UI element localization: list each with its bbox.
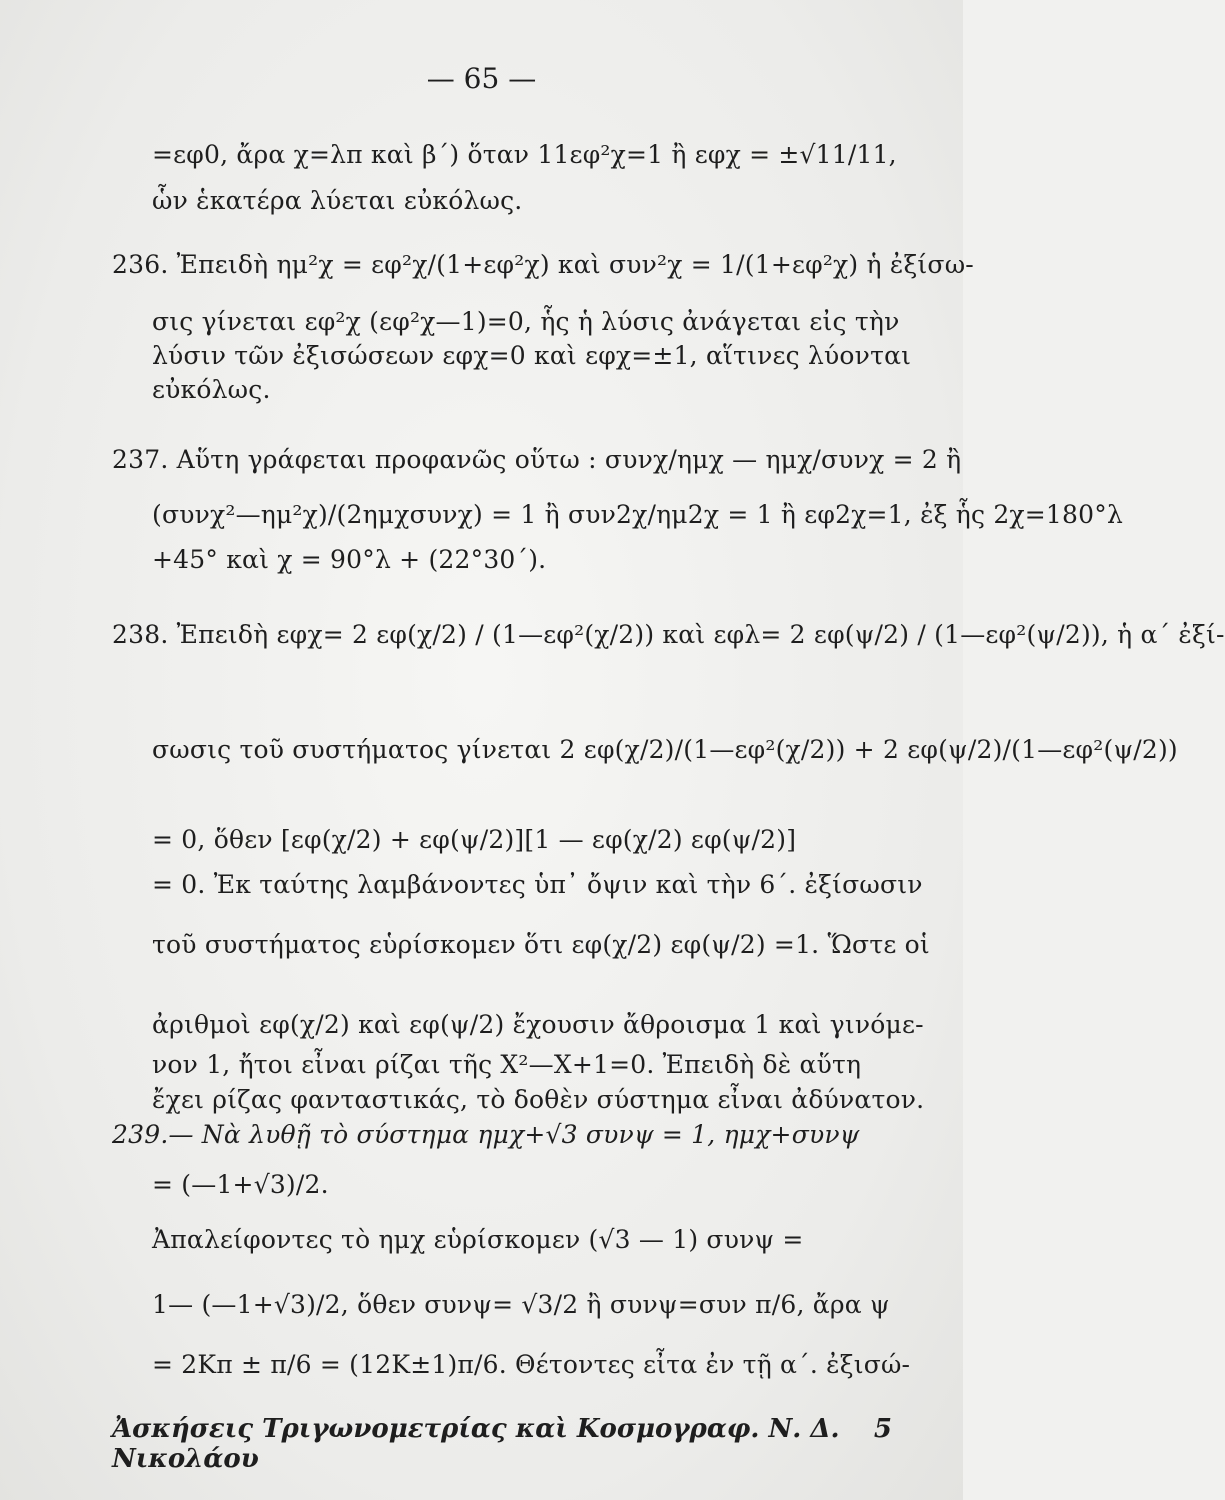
exercise-238: 238. Ἐπειδὴ εφχ= 2 εφ(χ/2) / (1—εφ²(χ/2)) καὶ εφλ= 2 εφ(ψ/2) / (1—εφ²(ψ/2)), ἡ α΄ ἐξί- — [112, 620, 1225, 649]
exercise-239: 239.— Νὰ λυθῇ τὸ σύστημα ημχ+√3 συνψ = 1, ημχ+συνψ — [112, 1120, 860, 1149]
text-line: λύσιν τῶν ἐξισώσεων εφχ=0 καὶ εφχ=±1, αἵτινες λύονται — [152, 341, 912, 370]
text-line: ἔχει ρίζας φανταστικάς, τὸ δοθὲν σύστημα εἶναι ἀδύνατον. — [152, 1085, 925, 1114]
footer-title: Ἀσκήσεις Τριγωνομετρίας καὶ Κοσμογραφ. Ν. Δ. Νικολάου — [112, 1414, 840, 1474]
text-line: (συνχ²—ημ²χ)/(2ημχσυνχ) = 1 ἢ συν2χ/ημ2χ = 1 ἢ εφ2χ=1, ἐξ ἧς 2χ=180°λ — [152, 500, 1123, 529]
text-line: Ἀπαλείφοντες τὸ ημχ εὑρίσκομεν (√3 — 1) συνψ = — [152, 1225, 804, 1254]
text-line: ἀριθμοὶ εφ(χ/2) καὶ εφ(ψ/2) ἔχουσιν ἄθροισμα 1 καὶ γινόμε- — [152, 1010, 924, 1039]
text-line: νον 1, ἤτοι εἶναι ρίζαι τῆς Χ²—Χ+1=0. Ἐπειδὴ δὲ αὕτη — [152, 1050, 862, 1079]
text-line: ὧν ἑκατέρα λύεται εὐκόλως. — [152, 186, 523, 215]
text-line: σις γίνεται εφ²χ (εφ²χ—1)=0, ἧς ἡ λύσις ἀνάγεται εἰς τὴν — [152, 307, 900, 336]
exercise-236: 236. Ἐπειδὴ ημ²χ = εφ²χ/(1+εφ²χ) καὶ συν²χ = 1/(1+εφ²χ) ἡ ἐξίσω- — [112, 250, 974, 279]
signature-mark: 5 — [873, 1414, 892, 1444]
text-line: = 2Κπ ± π/6 = (12Κ±1)π/6. Θέτοντες εἶτα ἐν τῇ α΄. ἐξισώ- — [152, 1350, 911, 1379]
text-line: +45° καὶ χ = 90°λ + (22°30΄). — [152, 545, 547, 574]
text-line: = 0. Ἐκ ταύτης λαμβάνοντες ὑπ᾽ ὄψιν καὶ τὴν 6΄. ἐξίσωσιν — [152, 870, 923, 899]
text-line: = 0, ὅθεν [εφ(χ/2) + εφ(ψ/2)][1 — εφ(χ/2) εφ(ψ/2)] — [152, 825, 797, 854]
text-line: σωσις τοῦ συστήματος γίνεται 2 εφ(χ/2)/(1—εφ²(χ/2)) + 2 εφ(ψ/2)/(1—εφ²(ψ/2)) — [152, 735, 1178, 764]
exercise-237: 237. Αὕτη γράφεται προφανῶς οὕτω : συνχ/ημχ — ημχ/συνχ = 2 ἢ — [112, 445, 962, 474]
text-line: τοῦ συστήματος εὑρίσκομεν ὅτι εφ(χ/2) εφ(ψ/2) =1. Ὥστε οἱ — [152, 930, 930, 959]
footer — [112, 1414, 892, 1474]
text-line: =εφ0, ἄρα χ=λπ καὶ β΄) ὅταν 11εφ²χ=1 ἢ εφχ = ±√11/11, — [152, 140, 897, 169]
page-number: — 65 — — [426, 62, 537, 95]
text-line: = (—1+√3)/2. — [152, 1170, 329, 1199]
text-line: 1— (—1+√3)/2, ὅθεν συνψ= √3/2 ἢ συνψ=συν π/6, ἄρα ψ — [152, 1290, 890, 1319]
text-line: εὐκόλως. — [152, 375, 271, 404]
